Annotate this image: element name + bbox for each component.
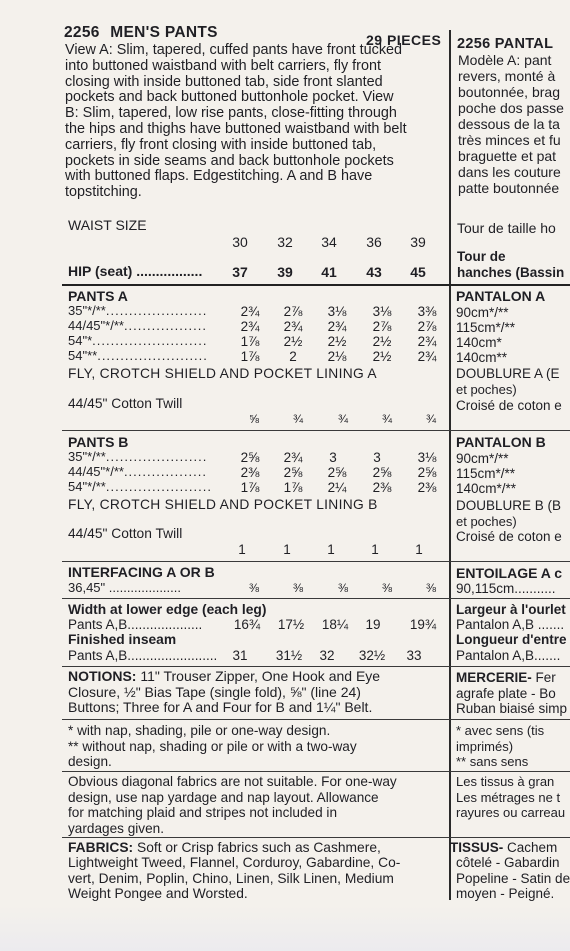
yardage-value: 2⅝: [327, 465, 347, 480]
fr-lining-sub: et poches): [456, 514, 517, 529]
yardage-value: 3⅛: [327, 304, 347, 319]
fr-description-line: très minces et fu: [458, 132, 561, 148]
pattern-title: MEN'S PANTS: [110, 24, 218, 41]
description-line: carriers, fly front closing with inside buttoned tab,: [65, 136, 377, 153]
footnote-line: * with nap, shading, pile or one-way design.: [68, 723, 331, 738]
fr-advice-line: rayures ou carreau: [456, 805, 566, 821]
row-label: 35"*/**: [68, 449, 106, 464]
section-divider: [62, 430, 570, 431]
row-label: 54"*/**: [68, 479, 106, 494]
fabrics-block: [68, 840, 400, 902]
waist-size-value: 32: [277, 234, 293, 250]
footnotes-block: [68, 723, 357, 770]
hip-value: 39: [277, 264, 293, 280]
fabrics-text: Soft or Crisp fabrics such as Cashmere,: [133, 840, 381, 855]
width-value: 17½: [277, 617, 305, 632]
yardage-value: 2⅞: [417, 319, 437, 334]
description-line: with buttoned flaps. Edgestitching. A and B have: [65, 168, 373, 185]
pants-a-lining-title: FLY, CROTCH SHIELD AND POCKET LINING A: [68, 366, 377, 381]
waist-size-label: WAIST SIZE: [68, 217, 147, 233]
leader-dots: .......................: [105, 479, 212, 494]
header-title-row: [64, 24, 218, 42]
fabrics-label: FABRICS:: [68, 840, 134, 855]
yardage-value: 2¾: [240, 304, 260, 319]
advice-line: for matching plaid and stripes not included in: [68, 805, 338, 821]
fr-notions-block: [456, 670, 567, 717]
column-divider: [449, 30, 451, 900]
yardage-value: 2¾: [327, 319, 347, 334]
row-label: 54"**: [68, 348, 98, 363]
pants-b-lining-title: FLY, CROTCH SHIELD AND POCKET LINING B: [68, 497, 378, 512]
fr-waist-label: Tour de taille ho: [457, 220, 556, 236]
section-divider: [62, 719, 570, 720]
width-title: Width at lower edge (each leg): [68, 602, 267, 617]
footnote-line: design.: [68, 754, 112, 770]
fr-notions-text: Fer: [531, 670, 556, 685]
hip-label: HIP (seat) .................: [68, 263, 203, 279]
yardage-value: 2⅝: [417, 465, 437, 480]
fr-footnotes-block: [456, 723, 544, 770]
yardage-value: 1⅞: [283, 480, 303, 495]
lining-value: 1: [283, 542, 291, 557]
fr-description-line: poche dos passe: [458, 100, 564, 116]
fr-inseam-label: Pantalon A,B.......: [456, 648, 561, 663]
interfacing-value: ⅜: [425, 581, 436, 595]
description-line: pockets in side seams and back buttonhole pockets: [65, 152, 394, 169]
fr-footnote-line: ** sans sens: [456, 754, 529, 770]
fr-fabrics-text: Cachem: [503, 840, 558, 855]
fabrics-line: [68, 840, 400, 855]
hip-value: 43: [366, 264, 382, 280]
fabric-width-label: [68, 333, 207, 348]
inseam-label: Pants A,B........................: [68, 648, 218, 663]
fr-advice-line: Les tissus à gran: [456, 774, 555, 789]
yardage-value: 2¾: [283, 450, 303, 465]
yardage-value: 3: [373, 450, 381, 465]
fr-lining-sub: et poches): [456, 382, 517, 397]
fabrics-line: Lightweight Tweed, Flannel, Corduroy, Gabardine, Co-: [68, 855, 401, 871]
interfacing-value: ⅜: [292, 581, 303, 595]
row-label: 54"*: [68, 333, 93, 348]
fr-title: 2256 PANTAL: [457, 36, 554, 52]
lining-value: 1: [371, 542, 379, 557]
fr-notions-label: MERCERIE-: [456, 670, 532, 685]
yardage-value: 2⅞: [372, 319, 392, 334]
description-line: B: Slim, tapered, low rise pants, close-fitting through: [65, 105, 397, 122]
hip-value: 45: [410, 264, 426, 280]
notions-line: Buttons; Three for A and Four for B and 1¼" Belt.: [68, 699, 373, 716]
lining-value: 1: [415, 542, 423, 557]
notions-text: 11" Trouser Zipper, One Hook and Eye: [136, 668, 381, 684]
fr-description-line: dessous de la ta: [458, 116, 560, 132]
yardage-value: 2¾: [283, 319, 303, 334]
waist-size-value: 30: [232, 234, 248, 250]
fr-hip-label: hanches (Bassin: [457, 265, 565, 280]
fr-description-line: braguette et pat: [458, 148, 557, 164]
width-value: 19: [365, 617, 381, 632]
pieces-count: 29 PIECES: [366, 32, 442, 48]
yardage-value: 2⅝: [240, 450, 260, 465]
inseam-value: 31: [232, 648, 248, 663]
notions-line: Closure, ½" Bias Tape (single fold), ⅝" (line 24): [68, 683, 361, 700]
yardage-value: 2¾: [240, 319, 260, 334]
fr-fabric-width: 140cm*: [456, 335, 502, 350]
blank-lower-area: [0, 905, 570, 951]
notions-line: [68, 669, 380, 685]
interfacing-value: ⅜: [381, 581, 392, 595]
advice-line: design, use nap yardage and nap layout. Allowance: [68, 789, 379, 805]
interfacing-label: 36,45" ....................: [68, 580, 181, 595]
yardage-value: 2½: [372, 334, 392, 349]
fr-fabrics-block: [450, 840, 570, 902]
section-divider: [62, 561, 570, 562]
yardage-value: 2¾: [417, 349, 437, 364]
inseam-value: 31½: [275, 648, 303, 663]
lining-value: ¾: [292, 412, 303, 426]
fr-fabrics-line: moyen - Peigné.: [456, 886, 555, 902]
leader-dots: ..................: [123, 318, 207, 333]
yardage-value: 3⅛: [417, 450, 437, 465]
notions-label: NOTIONS:: [68, 668, 137, 684]
yardage-value: 3⅛: [372, 304, 392, 319]
fr-description-line: patte boutonnée: [458, 180, 560, 196]
fr-fabrics-label: TISSUS-: [450, 840, 504, 855]
fr-notions-line: agrafe plate - Bo: [456, 685, 556, 701]
fr-fabric-width: 140cm*/**: [456, 481, 517, 496]
pants-b-title: PANTS B: [68, 434, 129, 450]
row-label: 44/45"*/**: [68, 318, 124, 333]
interfacing-title: INTERFACING A OR B: [68, 564, 215, 580]
fr-description-line: dans les couture: [458, 164, 561, 180]
fr-fabrics-line: côtelé - Gabardin: [456, 855, 560, 871]
width-label: Pants A,B....................: [68, 617, 203, 632]
yardage-value: 2¼: [327, 480, 347, 495]
fr-description-line: revers, monté à: [458, 68, 556, 84]
inseam-value: 32: [319, 648, 335, 663]
hip-value: 37: [232, 264, 248, 280]
width-value: 19¾: [409, 617, 437, 632]
fr-pants-a-title: PANTALON A: [456, 288, 546, 304]
pants-a-lining-fabric: 44/45" Cotton Twill: [68, 396, 183, 411]
fr-fabrics-line: Popeline - Satin de: [456, 870, 570, 886]
advice-line: Obvious diagonal fabrics are not suitable. For one-way: [68, 774, 397, 789]
yardage-value: 2⅜: [372, 480, 392, 495]
lining-value: ¾: [425, 412, 436, 426]
description-line: topstitching.: [65, 184, 142, 201]
fr-fabric-width: 90cm*/**: [456, 451, 509, 466]
lining-value: ¾: [381, 412, 392, 426]
leader-dots: ..................: [123, 464, 207, 479]
description-line: View A: Slim, tapered, cuffed pants have front tucked: [65, 42, 403, 58]
yardage-value: 1⅞: [240, 349, 260, 364]
fabric-width-label: [68, 479, 212, 494]
yardage-value: 2: [289, 349, 297, 364]
fr-lining-title: DOUBLURE B (B: [456, 498, 562, 513]
lining-value: ¾: [337, 412, 348, 426]
fr-footnote-line: * avec sens (tis: [456, 723, 545, 738]
fr-description: [458, 52, 564, 196]
fr-fabrics-line: [450, 840, 570, 855]
lining-value: 1: [238, 542, 246, 557]
leader-dots: ........................: [97, 348, 208, 363]
yardage-value: 1⅞: [240, 334, 260, 349]
fr-fabric-width: 140cm**: [456, 350, 508, 365]
fabrics-line: vert, Denim, Poplin, Chino, Linen, Silk Linen, Medium: [68, 870, 394, 886]
fr-lining-fabric: Croisé de coton e: [456, 529, 562, 544]
yardage-value: 2½: [327, 334, 347, 349]
yardage-value: 3: [329, 450, 337, 465]
notions-block: [68, 669, 380, 716]
inseam-value: 33: [406, 648, 422, 663]
section-divider: [62, 666, 570, 667]
fr-inseam-title: Longueur d'entre: [456, 632, 567, 647]
footnote-line: ** without nap, shading or pile or with a two-way: [68, 738, 357, 754]
waist-size-value: 36: [366, 234, 382, 250]
fr-advice-block: [456, 774, 565, 821]
fr-pants-b-title: PANTALON B: [456, 434, 546, 450]
fr-lining-title: DOUBLURE A (E: [456, 366, 560, 381]
row-label: 44/45"*/**: [68, 464, 124, 479]
fr-interfacing-label: 90,115cm...........: [456, 581, 556, 596]
fr-fabric-width: 115cm*/**: [456, 466, 516, 481]
fr-description-line: Modèle A: pant: [458, 52, 552, 68]
interfacing-value: ⅜: [337, 581, 348, 595]
leader-dots: .........................: [92, 333, 208, 348]
section-divider: [62, 771, 570, 772]
description-line: into buttoned waistband with belt carriers, fly front: [65, 57, 381, 74]
yardage-value: 2½: [283, 334, 303, 349]
fabric-width-label: [68, 449, 207, 464]
section-divider: [62, 598, 570, 599]
waist-size-value: 39: [410, 234, 426, 250]
fabric-width-label: [68, 464, 207, 479]
fr-advice-line: Les métrages ne t: [456, 789, 561, 805]
fabric-width-label: [68, 303, 207, 318]
fabric-width-label: [68, 318, 207, 333]
description: [65, 43, 449, 201]
inseam-title: Finished inseam: [68, 632, 177, 647]
yardage-value: 2⅜: [417, 480, 437, 495]
fr-width-title: Largeur à l'ourlet: [456, 602, 566, 617]
description-line: closing with inside buttoned tab, side front slanted: [65, 73, 383, 90]
yardage-value: 1⅞: [240, 480, 260, 495]
fr-footnote-line: imprimés): [456, 738, 514, 754]
pants-a-title: PANTS A: [68, 288, 128, 304]
fabrics-line: Weight Pongee and Worsted.: [68, 886, 248, 902]
advice-line: yardages given.: [68, 820, 164, 836]
waist-size-value: 34: [321, 234, 337, 250]
description-line: the hips and thighs have buttoned waistband with belt: [65, 120, 407, 137]
yardage-value: 2⅞: [283, 304, 303, 319]
inseam-value: 32½: [358, 648, 386, 663]
fr-interfacing-title: ENTOILAGE A c: [456, 565, 563, 581]
yardage-value: 2⅝: [372, 465, 392, 480]
yardage-value: 2¾: [417, 334, 437, 349]
hip-value: 41: [321, 264, 337, 280]
pants-b-lining-fabric: 44/45" Cotton Twill: [68, 526, 183, 541]
section-divider: [62, 837, 570, 838]
lining-value: 1: [327, 542, 335, 557]
row-label: 35"*/**: [68, 303, 106, 318]
leader-dots: ......................: [105, 449, 208, 464]
yardage-value: 3⅜: [417, 304, 437, 319]
advice-block: [68, 774, 397, 836]
fr-notions-line: [456, 670, 567, 686]
fr-width-label: Pantalon A,B .......: [456, 617, 565, 632]
yardage-value: 2⅝: [283, 465, 303, 480]
fabric-width-label: [68, 348, 208, 363]
leader-dots: ......................: [105, 303, 208, 318]
yardage-value: 2½: [372, 349, 392, 364]
fr-fabric-width: 90cm*/**: [456, 305, 509, 320]
section-divider: [62, 284, 570, 286]
description-line: pockets and back buttoned buttonhole pocket. View: [65, 89, 394, 106]
fr-notions-line: Ruban biaisé simp: [456, 701, 568, 717]
lining-value: ⅝: [248, 412, 259, 426]
fr-description-line: boutonnée, brag: [458, 84, 560, 100]
width-value: 18¼: [321, 617, 349, 632]
interfacing-value: ⅜: [248, 581, 259, 595]
yardage-value: 2⅜: [240, 465, 260, 480]
fr-hip-label: Tour de: [457, 249, 506, 264]
yardage-value: 2⅛: [327, 349, 347, 364]
fr-fabric-width: 115cm*/**: [456, 320, 516, 335]
width-value: 16¾: [233, 617, 261, 632]
fr-lining-fabric: Croisé de coton e: [456, 398, 562, 413]
pattern-number: 2256: [64, 24, 100, 41]
